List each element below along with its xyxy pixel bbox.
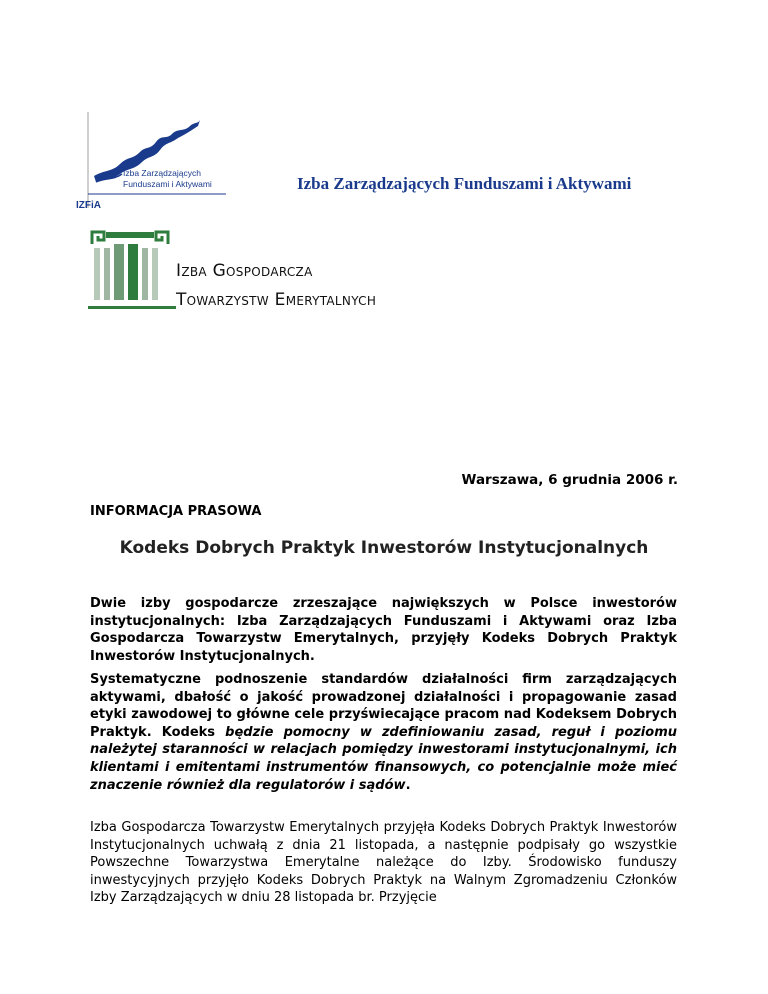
igte-name-line2: Towarzystw Emerytalnych (176, 290, 377, 310)
izfia-logo-abbr: IZFiA (76, 200, 101, 211)
paragraph-1: Dwie izby gospodarcze zrzeszające największych w Polsce inwestorów instytucjonalnych: Izba Zarządzających Funduszami i Aktywami oraz Izba Gospodarcza Towarzystw Emerytalnych, przyjęły Kodeks Dobrych Praktyk Inwestorów Instytucjonalnych. (90, 596, 677, 664)
izfia-logo-graphic (74, 112, 234, 216)
paragraph-3: Izba Gospodarcza Towarzystw Emerytalnych przyjęła Kodeks Dobrych Praktyk Inwestorów Instytucjonalnych uchwałą z dnia 21 listopada, a następnie podpisały go wszystkie Powszechne Towarzystwa Emerytalne należące do Izby. Środowisko funduszy inwestycyjnych przyjęło Kodeks Dobrych Praktyk na Walnym Zgromadzeniu Członków Izby Zarządzających w dniu 28 listopada br. Przyjęcie (90, 820, 677, 906)
paragraph-2-italic: będzie pomocny w zdefiniowaniu zasad, reguł i poziomu należytej staranności w relacjach pomiędzy inwestorami instytucjonalnymi, ich klientami i emitentami instrumentów finansowych, co potencjalnie może mieć znaczenie również dla regulatorów i sądów (90, 724, 677, 793)
izfia-name: Izba Zarządzających Funduszami i Aktywami (297, 174, 632, 193)
press-release-label: INFORMACJA PRASOWA (90, 504, 262, 519)
paragraph-2 (90, 671, 677, 794)
greek-column-icon (88, 226, 178, 312)
izfia-logo-line1: Izba Zarządzających (123, 168, 201, 178)
document-date: Warszawa, 6 grudnia 2006 r. (461, 472, 678, 488)
izfia-logo-line2: Funduszami i Aktywami (123, 179, 212, 189)
paragraph-2-part3: . (405, 777, 411, 793)
paragraph-2-part1: Systematyczne podnoszenie standardów działalności firm zarządzających aktywami, dbałość o jakość prowadzonej działalności i propagowanie zasad etyki zawodowej to główne cele przyświecające pracom nad Kodeksem Dobrych Praktyk. Kodeks (90, 672, 677, 740)
izfia-logo (74, 112, 234, 216)
document-title: Kodeks Dobrych Praktyk Inwestorów Instytucjonalnych (119, 538, 649, 558)
igte-name-line1: Izba Gospodarcza (176, 261, 313, 281)
